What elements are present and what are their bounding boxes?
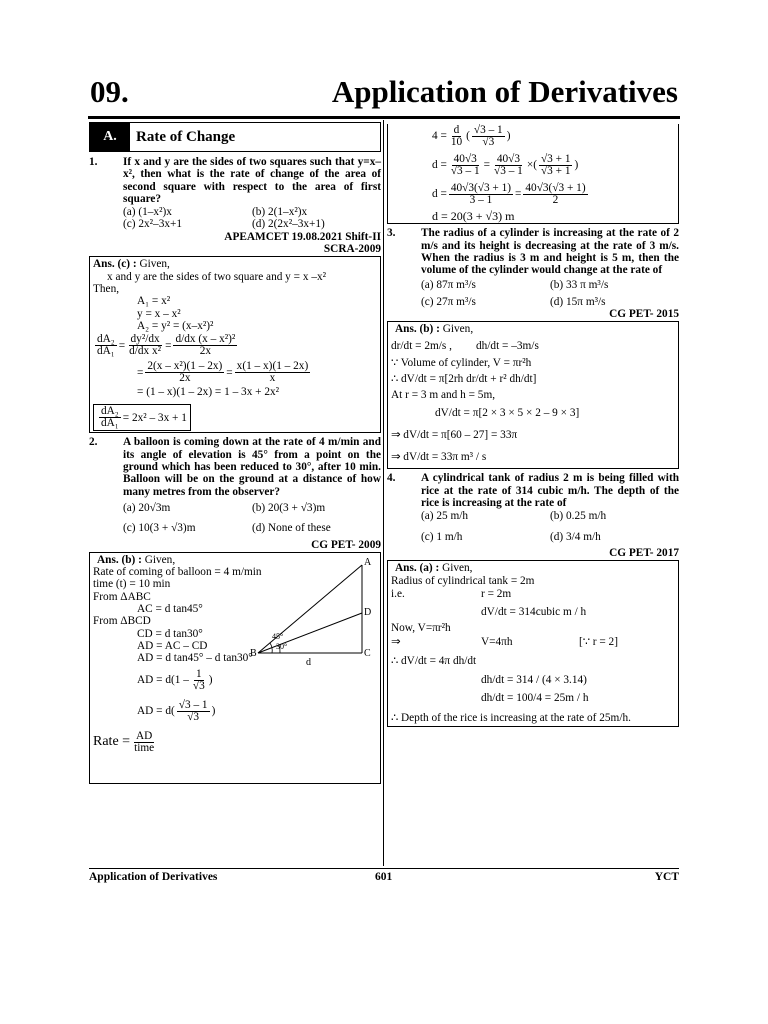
answer-line: dV/dt = π[2 × 3 × 5 × 2 – 9 × 3] xyxy=(435,406,580,419)
answer-lead: Given, xyxy=(139,258,170,271)
question-text: If x and y are the sides of two squares such that y=x–x², then what is the rate of change of the area of second square with respect to the area of first square? xyxy=(123,156,381,205)
answer-box xyxy=(387,560,679,726)
answer-line: From ΔBCD xyxy=(93,615,151,628)
option-a: (a) 20√3m xyxy=(123,501,171,514)
option-c: (c) 10(3 + √3)m xyxy=(123,522,196,535)
answer-line: A₁ = x² xyxy=(137,295,171,308)
question-text: The radius of a cylinder is increasing at the rate of 2 m/s and its height is decreasing at the rate of 3 m/s. When the radius is 3 m and height is 5 m, then the volume of the cylinder would change at the rate of xyxy=(421,227,679,277)
page-footer xyxy=(89,868,679,881)
answer-line: ⇒ dV/dt = 33π m³ / s xyxy=(391,451,487,464)
option-b: (b) 33 π m³/s xyxy=(550,279,609,292)
equation: ⇒ V=4πh [∵ r = 2] xyxy=(391,635,618,648)
fraction: $\frac{\text{dA₂}}{\text{dA₁}}$ xyxy=(97,333,115,358)
answer-line: x and y are the sides of two square and y = x –x² xyxy=(107,270,327,283)
chapter-number: 09. xyxy=(90,74,129,109)
label-d: D xyxy=(364,606,372,618)
question-2 xyxy=(89,436,381,497)
answer-line: CD = d tan30° xyxy=(137,627,203,640)
exam-source: SCRA-2009 xyxy=(323,243,381,256)
section-letter: A. xyxy=(90,123,130,151)
option-b: (b) 2(1–x²)x xyxy=(252,206,308,219)
answer-line: Then, xyxy=(93,282,120,295)
answer-lead: Given, xyxy=(442,323,474,336)
option-c: (c) 27π m³/s xyxy=(421,295,476,308)
answer-box xyxy=(89,552,381,784)
equation: d = $\frac{40√3}{√3 - 1}$ = $\frac{40√3}{√3 - 1}$ × ( $\frac{√3 + 1}{√3 + 1}$ ) xyxy=(432,153,579,177)
answer-line: From ΔABC xyxy=(93,590,151,603)
fraction: $\frac{\text{dy²/dx}}{\text{d/dx x²}}$ xyxy=(129,333,162,358)
equation: i.e. r = 2m xyxy=(391,588,512,601)
angle-30-label: 30° xyxy=(276,641,288,651)
fraction: $\frac{\text{d/dx (x – x²)²}}{2x}$ xyxy=(175,333,236,358)
equation: AD = d ( $\frac{√3 - 1}{√3}$ ) xyxy=(137,698,216,723)
option-a: (a) 25 m/h xyxy=(421,510,469,523)
answer-line: dV/dt = 314cubic m / h xyxy=(481,605,587,618)
answer-label: Ans. (b) : xyxy=(97,553,142,566)
question-number: 3. xyxy=(387,227,396,240)
options xyxy=(89,206,381,231)
equation: $\frac{\text{dA₂}}{\text{dA₁}}$ = $\frac{\text{dy²/dx}}{\text{d/dx x²}}$ = $\frac{\text{d/dx (x – x²)²}}{2x}$ xyxy=(97,333,236,358)
boxed-result: $\frac{\text{dA₂}}{\text{dA₁}}$ = 2x² – 3x + 1 xyxy=(93,404,191,431)
answer-lead: Given, xyxy=(144,553,176,566)
answer-line: At r = 3 m and h = 5m, xyxy=(391,389,496,402)
options xyxy=(89,502,381,535)
right-column xyxy=(387,124,679,730)
answer-line: Now, V=πr²h xyxy=(391,622,451,635)
answer-line: Radius of cylindrical tank = 2m xyxy=(391,574,535,587)
fraction: $\frac{\text{2(x – x²)(1 – 2x)}}{2x}$ xyxy=(147,360,223,385)
answer-line: AD = AC – CD xyxy=(137,639,208,652)
answer-label: Ans. (a) : xyxy=(395,562,440,575)
column-divider xyxy=(383,120,384,866)
answer-line: y = x – x² xyxy=(137,307,181,320)
answer-box xyxy=(387,321,679,469)
question-number: 2. xyxy=(89,436,98,449)
exam-source: CG PET- 2015 xyxy=(609,308,679,321)
answer-line: ∴ dV/dt = π[2rh dr/dt + r² dh/dt] xyxy=(391,372,537,385)
option-d: (d) 15π m³/s xyxy=(550,295,606,308)
answer-line: ⇒ dV/dt = π[60 – 27] = 33π xyxy=(391,428,518,441)
fraction: $\frac{x(1 - x)(1 - 2x)}{x}$ xyxy=(236,360,309,385)
answer-line: ∴ Depth of the rice is increasing at the rate of 25m/h. xyxy=(391,712,631,725)
option-c: (c) 1 m/h xyxy=(421,530,463,543)
balloon-triangle-diagram xyxy=(250,555,380,667)
equation: 4 = $\frac{d}{10}$ ( $\frac{√3 - 1}{√3}$ ) xyxy=(432,124,511,148)
answer-line: time (t) = 10 min xyxy=(93,578,171,591)
equation: dr/dt = 2m/s , dh/dt = –3m/s xyxy=(391,340,539,353)
options xyxy=(387,279,679,308)
option-c: (c) 2x²–3x+1 xyxy=(123,218,183,231)
footer-publisher: YCT xyxy=(654,871,679,883)
answer-continuation xyxy=(387,124,679,224)
question-4 xyxy=(387,472,679,509)
label-distance: d xyxy=(306,656,311,667)
question-number: 4. xyxy=(387,472,396,485)
answer-line: d = 20(3 + √3) m xyxy=(432,209,515,223)
header-rule xyxy=(88,116,680,119)
option-a: (a) 87π m³/s xyxy=(421,279,476,292)
option-d: (d) None of these xyxy=(252,522,331,535)
question-1 xyxy=(89,156,381,205)
left-column xyxy=(89,122,381,787)
equation: AD = d (1 – $\frac{1}{√3}$ ) xyxy=(137,667,213,692)
question-text: A balloon is coming down at the rate of 4 m/min and its angle of elevation is 45° from a point on the ground which has been reduced to 30°, after 10 min. Balloon will be on the ground at a distance of how many metres from the observer? xyxy=(123,436,381,498)
equation: Rate = $\frac{AD}{\text{time}}$ xyxy=(93,729,155,754)
label-b: B xyxy=(250,647,257,659)
option-d: (d) 2(2x²–3x+1) xyxy=(252,218,325,231)
section-title: Rate of Change xyxy=(136,128,236,145)
option-b: (b) 20(3 + √3)m xyxy=(252,501,326,514)
option-a: (a) (1–x²)x xyxy=(123,206,172,219)
answer-line: A₂ = y² = (x–x²)² xyxy=(137,319,214,332)
page-number: 601 xyxy=(375,871,393,883)
question-number: 1. xyxy=(89,156,98,168)
answer-lead: Given, xyxy=(442,562,473,575)
answer-line: = (1 – x)(1 – 2x) = 1 – 3x + 2x² xyxy=(137,386,280,399)
answer-box xyxy=(89,256,381,433)
answer-line: Rate of coming of balloon = 4 m/min xyxy=(93,566,262,579)
answer-line: ∵ Volume of cylinder, V = πr²h xyxy=(391,356,532,369)
angle-45-label: 45° xyxy=(272,631,284,641)
final-answer xyxy=(93,404,377,431)
answer-line: AC = d tan45° xyxy=(137,603,203,616)
answer-line: dh/dt = 100/4 = 25m / h xyxy=(481,692,589,705)
options xyxy=(387,510,679,543)
label-a: A xyxy=(364,556,372,568)
label-c: C xyxy=(364,647,371,659)
question-text: A cylindrical tank of radius 2 m is being filled with rice at the rate of 314 cubic m/h. The depth of the rice is increasing at the rate of xyxy=(421,472,679,510)
option-b: (b) 0.25 m/h xyxy=(550,510,607,523)
answer-label: Ans. (c) : xyxy=(93,258,137,271)
option-d: (d) 3/4 m/h xyxy=(550,530,601,543)
exam-source: CG PET- 2009 xyxy=(311,538,381,551)
section-header xyxy=(89,122,381,152)
answer-line: ∴ dV/dt = 4π dh/dt xyxy=(391,655,477,668)
answer-line: AD = d tan45° – d tan30° xyxy=(137,652,253,665)
answer-line: dh/dt = 314 / (4 × 3.14) xyxy=(481,673,587,686)
equation: = $\frac{\text{2(x – x²)(1 – 2x)}}{2x}$ = $\frac{x(1 - x)(1 - 2x)}{x}$ xyxy=(137,360,309,385)
exam-source: APEAMCET 19.08.2021 Shift-II xyxy=(224,230,381,243)
footer-chapter: Application of Derivatives xyxy=(89,871,218,883)
answer-label: Ans. (b) : xyxy=(395,323,440,336)
chapter-title: Application of Derivatives xyxy=(331,74,678,109)
equation: d = $\frac{40√3(√3 + 1)}{3 - 1}$ = $\frac{40√3(√3 + 1)}{2}$ xyxy=(432,182,586,206)
exam-source: CG PET- 2017 xyxy=(609,546,679,559)
question-3 xyxy=(387,227,679,276)
